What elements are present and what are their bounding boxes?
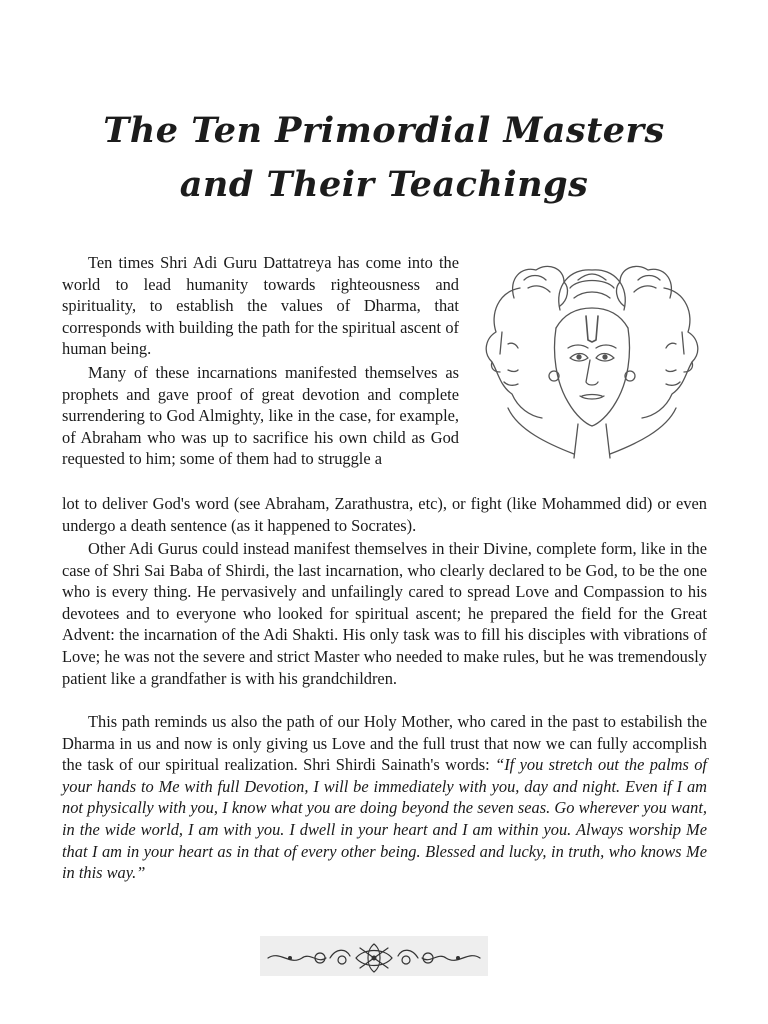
dattatreya-portrait-illustration [478, 258, 706, 474]
floral-ornament-icon [260, 936, 488, 976]
paragraph-3: Other Adi Gurus could instead manifest themselves in their Divine, complete form, like in the case of Shri Sai Baba of Shirdi, the last incarnation, who clearly declared to be God, to be the one who is every thing. He pervasively and unfailingly cared to spread Love and Compassion to his devotees and to everyone who looked for spiritual ascent; he prepared the field for the Great Advent: the incarnation of the Adi Shakti. His only task was to fill his disciples with vibrations of Love; he was not the severe and strict Master who needed to make rules, but he was tremendously patient like a grandfather is with his grandchildren. [62, 539, 707, 688]
page-title-line-2: and Their Teachings [179, 164, 589, 205]
paragraph-2-part-1: Many of these incarnations manifested themselves as prophets and gave proof of great devotion and complete surrendering to God Almighty, like in the case, for example, of Abraham who was up to sacrifice his own child as God requested to him; some of them had to struggle a [62, 363, 459, 469]
sainath-quote: “If you stretch out the palms of your hands to Me with full Devotion, I will be immediately with you, day and night. Even if I am not physically with you, I know what you are doing beyond the seven seas. Go wherever you want, in the wide world, I am with you. I dwell in your heart and I am within you. Always worship Me that I am in your heart as in that of every other being. Blessed and lucky, in truth, who knows Me in this way.” [62, 755, 707, 883]
paragraph-1: Ten times Shri Adi Guru Dattatreya has come into the world to lead humanity towards righteousness and spirituality, to establish the values of Dharma, that corresponds with building the path for the spiritual ascent of human being. [62, 253, 459, 359]
page-title-line-1: The Ten Primordial Masters [103, 110, 665, 151]
paragraph-4-text: This path reminds us also the path of our Holy Mother, who cared in the past to estabilish the Dharma in us and now is only giving us Love and the full trust that now we can fully accomplish the task of our spiritual realization. Shri Shirdi Sainath's words: [62, 712, 707, 775]
paragraph-4 [62, 711, 707, 884]
paragraph-2-part-2: lot to deliver God's word (see Abraham, Zarathustra, etc), or fight (like Mohammed did) or even undergo a death sentence (as it happened to Socrates). [62, 494, 707, 535]
